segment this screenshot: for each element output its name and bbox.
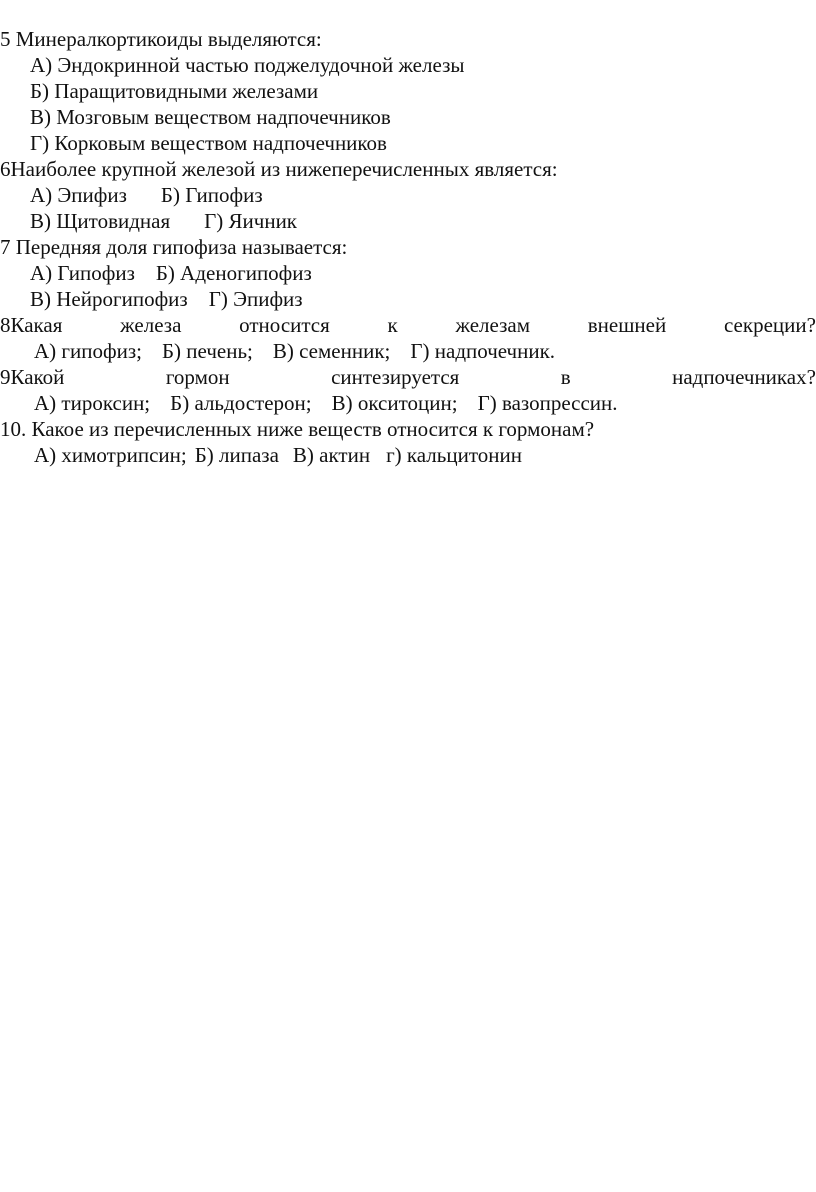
q9-option-b: Б) альдостерон;	[170, 391, 312, 415]
q8-word: железам	[455, 313, 531, 337]
q9-word: в	[560, 365, 571, 389]
question-5: 5 Минералкортикоиды выделяются:	[0, 27, 322, 51]
q8-word: относится	[239, 313, 330, 337]
q6-option-d: Г) Яичник	[204, 209, 298, 233]
q5-option-d: Г) Корковым веществом надпочечников	[30, 131, 387, 155]
q9-option-d: Г) вазопрессин.	[477, 391, 618, 415]
q5-option-a: А) Эндокринной частью поджелудочной железы	[30, 53, 465, 77]
q7-option-d: Г) Эпифиз	[208, 287, 303, 311]
q6-options-row-1	[30, 182, 263, 208]
q8-option-c: В) семенник;	[272, 339, 391, 363]
q9-word: гормон	[165, 365, 230, 389]
q8-option-d: Г) надпочечник.	[410, 339, 556, 363]
q5-option-b: Б) Паращитовидными железами	[30, 79, 319, 103]
q6-option-c: В) Щитовидная	[30, 209, 171, 233]
q10-option-d: г) кальцитонин	[386, 443, 522, 467]
q9-word: надпочечниках?	[672, 365, 816, 389]
q8-word: железа	[120, 313, 182, 337]
q8-word: к	[387, 313, 398, 337]
q10-options	[34, 442, 522, 468]
q6-option-b: Б) Гипофиз	[160, 183, 263, 207]
q7-options-row-2	[30, 286, 303, 312]
q6-options-row-2	[30, 208, 297, 234]
q9-word: синтезируется	[331, 365, 460, 389]
q9-option-c: В) окситоцин;	[331, 391, 458, 415]
q8-option-b: Б) печень;	[161, 339, 253, 363]
q9-word: 9Какой	[0, 365, 65, 389]
q6-option-a: А) Эпифиз	[30, 183, 127, 207]
question-7: 7 Передняя доля гипофиза называется:	[0, 235, 348, 259]
question-6: 6Наиболее крупной железой из нижеперечисленных является:	[0, 157, 558, 181]
q5-option-c: В) Мозговым веществом надпочечников	[30, 105, 391, 129]
question-10: 10. Какое из перечисленных ниже веществ относится к гормонам?	[0, 417, 595, 441]
q10-option-a: А) химотрипсин;	[34, 443, 187, 467]
q7-options-row-1	[30, 260, 312, 286]
q9-options	[34, 390, 618, 416]
q9-option-a: А) тироксин;	[34, 391, 151, 415]
question-9	[0, 364, 816, 390]
q8-word: 8Какая	[0, 313, 63, 337]
q7-option-b: Б) Аденогипофиз	[155, 261, 312, 285]
q8-options	[34, 338, 555, 364]
q10-option-c: В) актин	[292, 443, 371, 467]
q7-option-a: А) Гипофиз	[30, 261, 135, 285]
q10-option-b: Б) липаза	[194, 443, 279, 467]
q7-option-c: В) Нейрогипофиз	[30, 287, 188, 311]
q8-word: внешней	[587, 313, 667, 337]
q8-word: секреции?	[723, 313, 816, 337]
q8-option-a: А) гипофиз;	[34, 339, 142, 363]
question-8	[0, 312, 816, 338]
